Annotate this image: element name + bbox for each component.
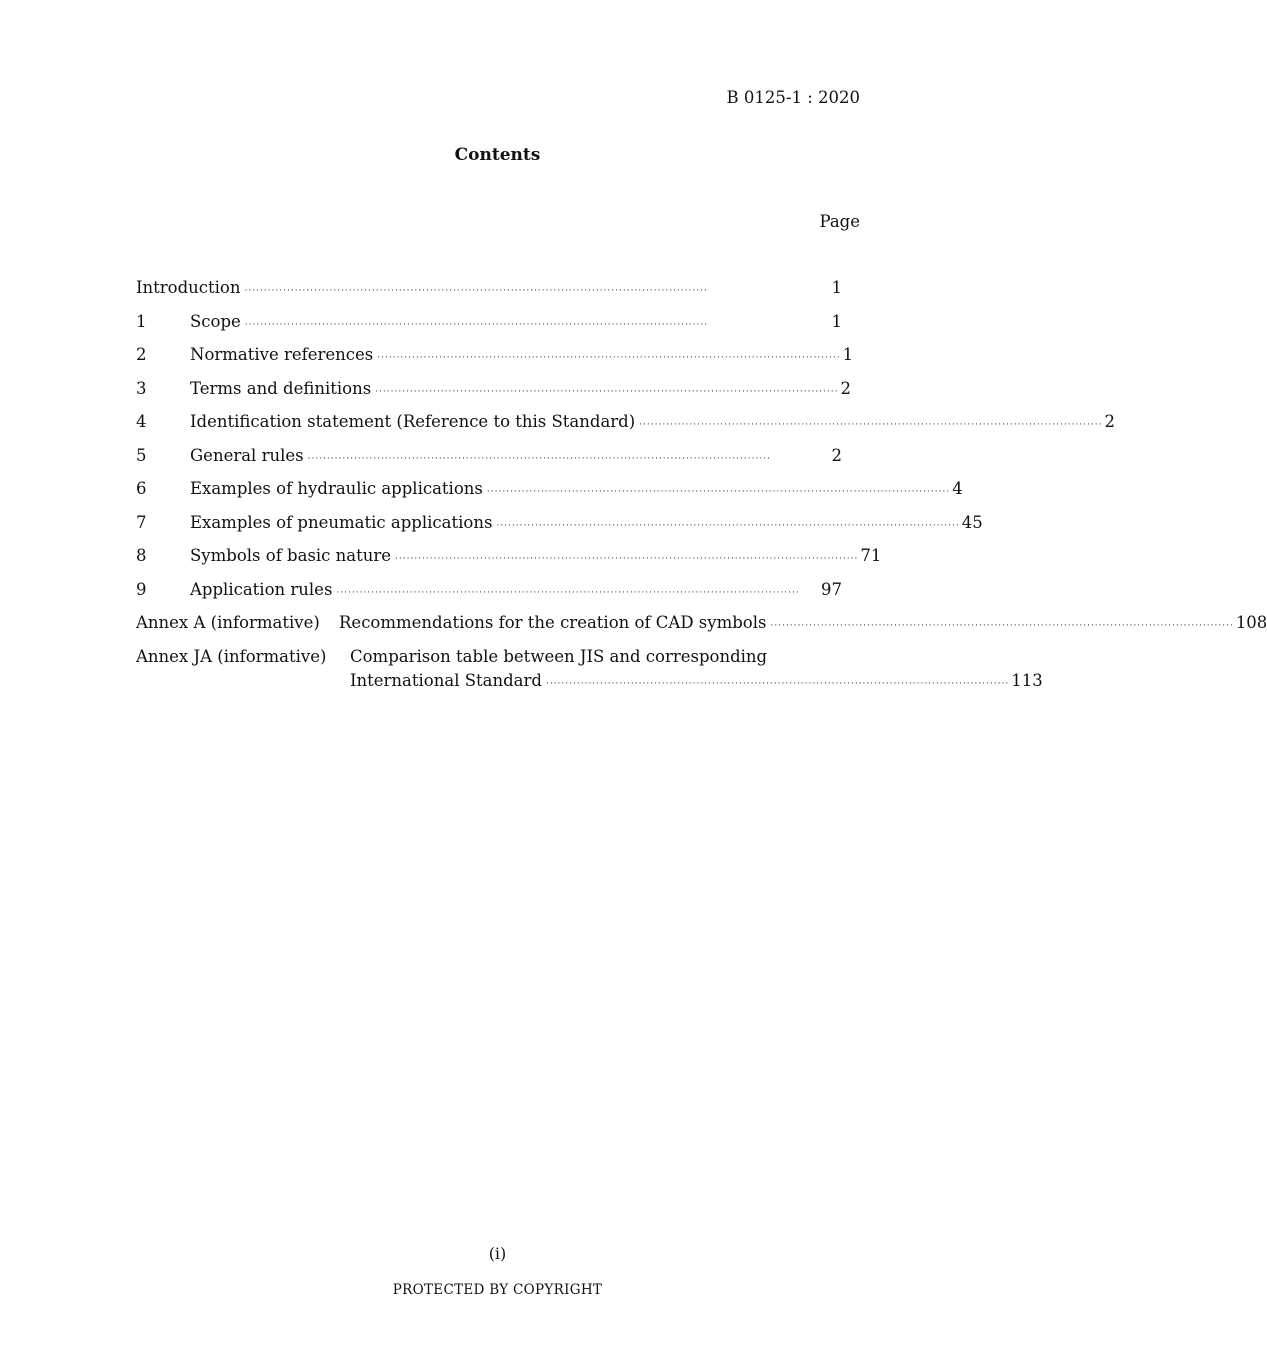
toc-entry-number: 4 — [136, 412, 147, 431]
toc-entry-number: 3 — [136, 379, 147, 398]
toc-entry-symbols-basic-nature[interactable] — [136, 545, 882, 567]
toc-entry-annex-ja-continued[interactable] — [136, 670, 1043, 692]
toc-leader-dots: ························································································································ — [770, 621, 1234, 631]
toc-entry-number: 9 — [136, 580, 147, 599]
toc-entry-title: Scope — [190, 312, 241, 331]
toc-leader-dots: ························································································································ — [375, 387, 839, 397]
toc-entry-hydraulic-applications[interactable] — [136, 478, 963, 500]
toc-entry-general-rules[interactable] — [136, 445, 842, 467]
toc-leader-dots: ························································································································ — [496, 521, 960, 531]
toc-entry-introduction[interactable] — [136, 277, 842, 299]
standard-number: B 0125-1 : 2020 — [726, 88, 860, 107]
toc-entry-title: Introduction — [136, 278, 241, 297]
toc-leader-dots: ························································································································ — [395, 554, 859, 564]
toc-entry-scope[interactable] — [136, 311, 842, 333]
toc-entry-number: 6 — [136, 479, 147, 498]
toc-entry-identification-statement[interactable] — [136, 411, 1115, 433]
toc-entry-title-line2: International Standard — [350, 671, 542, 690]
toc-entry-page: 113 — [1011, 671, 1043, 690]
toc-entry-title: Application rules — [190, 580, 333, 599]
toc-entry-page: 2 — [1104, 412, 1115, 431]
toc-entry-number: 2 — [136, 345, 147, 364]
toc-leader-dots: ························································································································ — [336, 588, 800, 598]
toc-entry-application-rules[interactable] — [136, 579, 842, 601]
toc-entry-page: 108 — [1235, 613, 1267, 632]
toc-entry-number: 1 — [136, 312, 147, 331]
toc-entry-title: Normative references — [190, 345, 374, 364]
toc-entry-title: Examples of pneumatic applications — [190, 513, 493, 532]
toc-leader-dots: ························································································································ — [307, 454, 771, 464]
toc-entry-number: 5 — [136, 446, 147, 465]
toc-entry-title: Symbols of basic nature — [190, 546, 392, 565]
toc-leader-dots: ························································································································ — [377, 353, 841, 363]
toc-entry-page: 1 — [831, 278, 842, 297]
toc-entry-title: Recommendations for the creation of CAD symbols — [339, 613, 767, 632]
toc-entry-annex-ja[interactable] — [136, 646, 842, 668]
toc-entry-page: 1 — [831, 312, 842, 331]
toc-entry-page: 2 — [831, 446, 842, 465]
toc-entry-page: 97 — [821, 580, 842, 599]
toc-leader-dots: ························································································································ — [545, 679, 1010, 689]
toc-entry-title: General rules — [190, 446, 304, 465]
toc-entry-terms-definitions[interactable] — [136, 378, 851, 400]
toc-entry-number: 8 — [136, 546, 147, 565]
toc-entry-page: 4 — [952, 479, 963, 498]
toc-entry-page: 1 — [842, 345, 854, 364]
toc-leader-dots: ························································································································ — [486, 487, 951, 497]
toc-entry-title: Identification statement (Reference to this Standard) — [190, 412, 636, 431]
toc-entry-normative-references[interactable] — [136, 344, 854, 366]
copyright-notice: PROTECTED BY COPYRIGHT — [392, 1282, 603, 1298]
toc-entry-page: 2 — [840, 379, 851, 398]
toc-entry-page: 71 — [860, 546, 882, 565]
toc-leader-dots: ························································································································ — [639, 420, 1103, 430]
annex-label: Annex A (informative) — [136, 613, 320, 632]
annex-label: Annex JA (informative) — [136, 647, 327, 666]
toc-entry-title: Examples of hydraulic applications — [190, 479, 483, 498]
toc-leader-dots: ························································································································ — [244, 320, 709, 330]
page-column-label: Page — [819, 212, 860, 231]
toc-entry-number: 7 — [136, 513, 147, 532]
toc-entry-title: Terms and definitions — [190, 379, 372, 398]
toc-entry-annex-a[interactable] — [136, 612, 1267, 634]
toc-entry-title-line1: Comparison table between JIS and corresponding — [350, 647, 768, 666]
page-title: Contents — [454, 145, 541, 165]
footer-page-number: (i) — [488, 1244, 507, 1263]
toc-leader-dots: ························································································································ — [244, 286, 708, 296]
toc-entry-page: 45 — [961, 513, 983, 532]
toc-entry-pneumatic-applications[interactable] — [136, 512, 983, 534]
